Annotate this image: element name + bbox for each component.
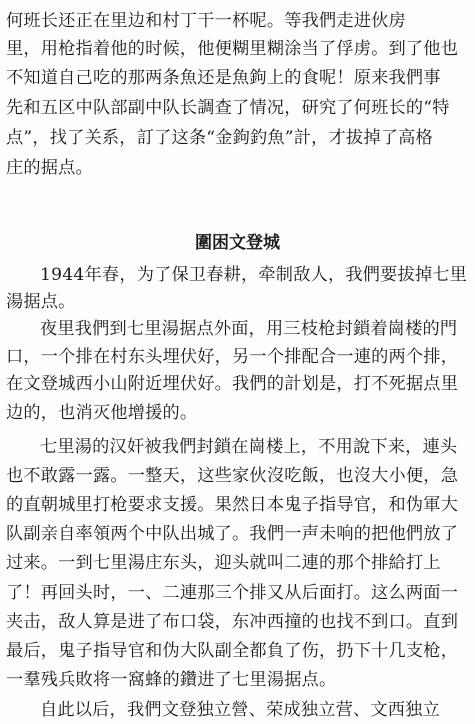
text-line: 了！再回头时，一、二連那三个排又从后面打。这么两面一 bbox=[6, 583, 459, 603]
text-line: 1944年春，为了保卫春耕，牵制敌人，我們要拔掉七里 bbox=[40, 265, 468, 285]
text-line: 何班长还正在里边和村丁干一杯呢。等我們走进伙房 bbox=[6, 11, 406, 31]
text-line: 七里湯的汉奸被我們封鎖在崗楼上，不用說下来，連头 bbox=[40, 437, 458, 457]
text-line: 夹击，敌人算是进了布口袋，东冲西撞的也找不到口。直到 bbox=[6, 612, 459, 632]
text-line: 口，一个排在村东头埋伏好，另一个排配合一連的两个排， bbox=[6, 347, 459, 367]
text-line: 的直朝城里打枪要求支援。果然日本鬼子指导官，和伪軍大 bbox=[6, 495, 459, 515]
text-line: 最后，鬼子指导官和伪大队副全都負了伤，扔下十几支枪， bbox=[6, 641, 459, 661]
text-line: 在文登城西小山附近埋伏好。我們的計划是，打不死据点里 bbox=[6, 374, 459, 394]
text-line: 自此以后，我們文登独立營、荣成独立营、文西独立 bbox=[40, 700, 440, 720]
section-heading: 圍困文登城 bbox=[195, 233, 280, 253]
text-line: 先和五区中队部副中队长調查了情况，研究了何班长的“特 bbox=[6, 98, 450, 118]
text-line: 庄的据点。 bbox=[6, 158, 93, 178]
text-line: 里，用枪指着他的时候，他便糊里糊涂当了俘虏。到了他也 bbox=[6, 39, 459, 59]
text-line: 过来。一到七里湯庄东头，迎头就叫二連的那个排給打上 bbox=[6, 553, 441, 573]
text-line: 也不敢露一露。一整天，这些家伙沒吃飯，也沒大小便，急 bbox=[6, 466, 459, 486]
text-line: 湯据点。 bbox=[6, 292, 76, 312]
text-line: 边的，也消灭他增援的。 bbox=[6, 403, 198, 423]
text-line: 不知道自己吃的那两条魚还是魚鉤上的食呢！原来我們事 bbox=[6, 68, 441, 88]
text-line: 点”，找了关系，訂了这条“金鉤釣魚”計，才拔掉了高格 bbox=[6, 128, 433, 148]
text-line: 一羣残兵敗将一窩蜂的鑽进了七里湯据点。 bbox=[6, 670, 337, 690]
text-line: 夜里我們到七里湯据点外面，用三枝枪封鎖着崗楼的門 bbox=[40, 319, 458, 339]
text-line: 队副亲自率領两个中队出城了。我們一声未响的把他們放了 bbox=[6, 524, 459, 544]
